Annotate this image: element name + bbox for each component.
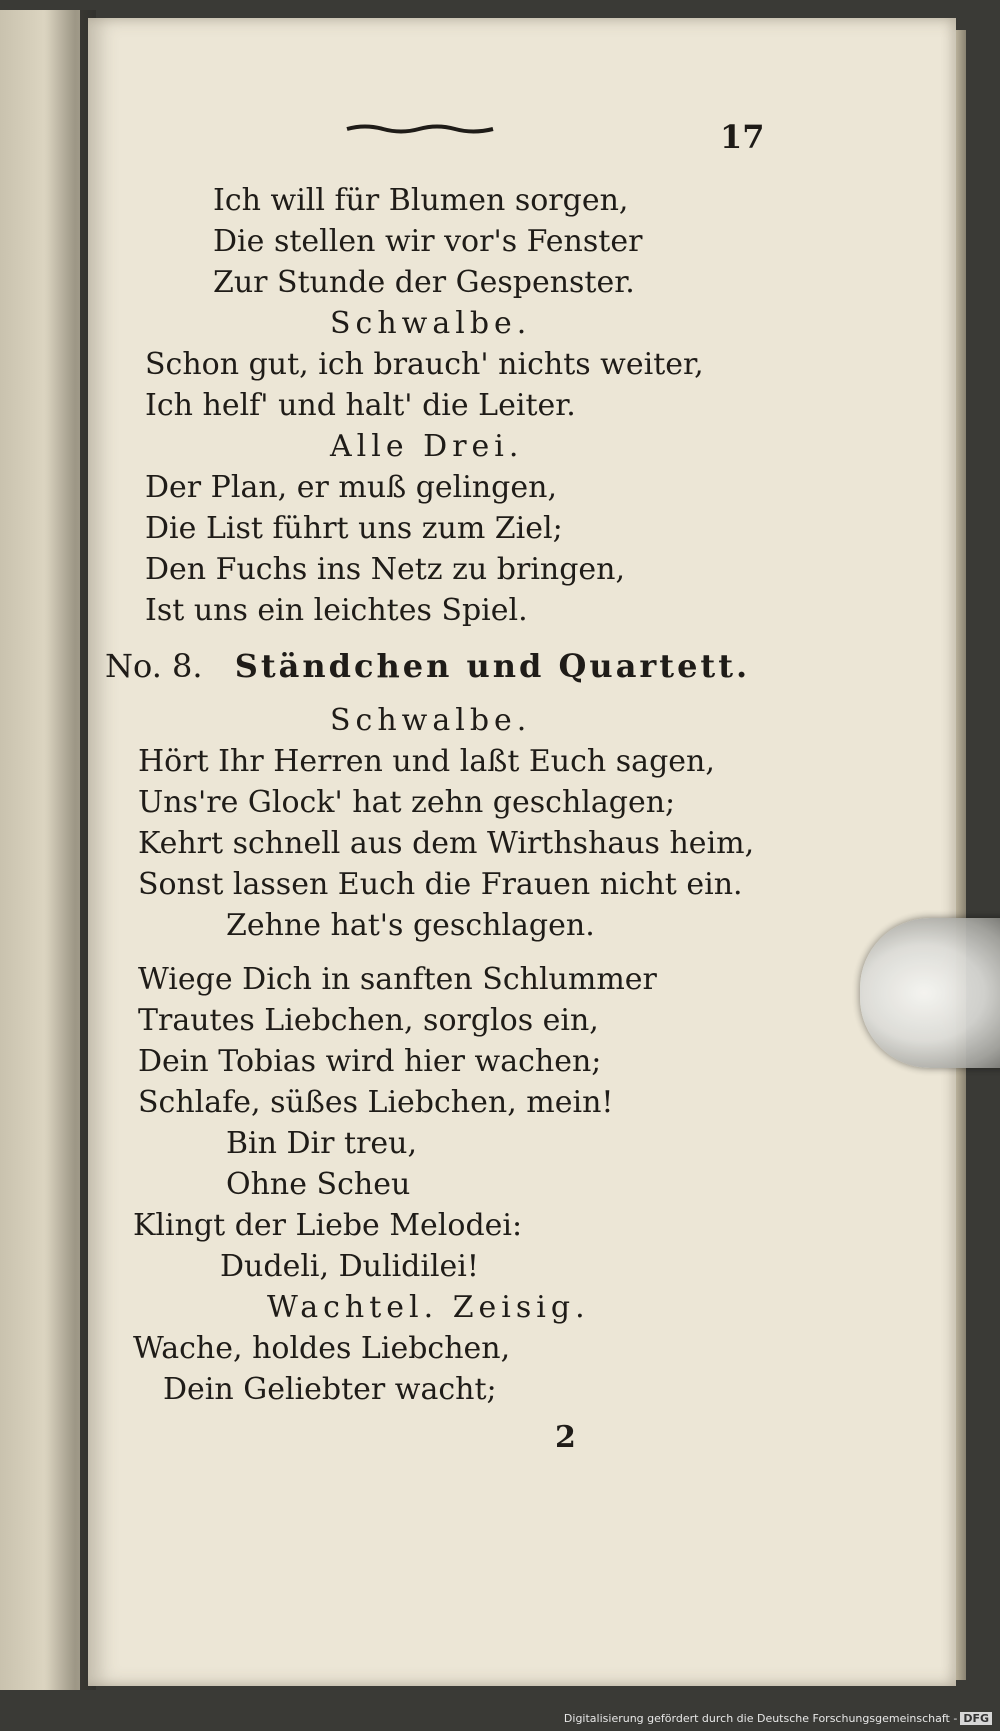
verse-line: Dudeli, Dulidilei! [220,1249,479,1284]
ornament-rule [345,122,495,136]
verse-line: Trautes Liebchen, sorglos ein, [138,1003,599,1038]
verse-line: Dein Tobias wird hier wachen; [138,1044,602,1079]
verse-line: Hört Ihr Herren und laßt Euch sagen, [138,744,715,779]
verse-line: Sonst lassen Euch die Frauen nicht ein. [138,867,743,902]
footer-text: Digitalisierung gefördert durch die Deutsche Forschungsgemeinschaft - [563,1712,958,1725]
page-edge [956,30,966,1680]
verse-line: Ich will für Blumen sorgen, [213,183,629,218]
dfg-badge: DFG [960,1712,992,1725]
verse-line: Zur Stunde der Gespenster. [213,265,635,300]
verse-line: Die List führt uns zum Ziel; [145,511,563,546]
verse-line: Wache, holdes Liebchen, [133,1331,511,1366]
verse-line: Uns're Glock' hat zehn geschlagen; [138,785,676,820]
verse-line: Ist uns ein leichtes Spiel. [145,593,528,628]
signature-mark: 2 [555,1420,576,1455]
section-title: Ständchen und Quartett. [234,647,751,685]
verse-line: Ohne Scheu [226,1167,411,1202]
verse-line: Schlafe, süßes Liebchen, mein! [138,1085,614,1120]
verse-line: Schon gut, ich brauch' nichts weiter, [145,347,704,382]
verse-line: Klingt der Liebe Melodei: [133,1208,523,1243]
verse-line: Der Plan, er muß gelingen, [145,470,558,505]
speaker-label: Alle Drei. [330,429,524,464]
verse-line: Dein Geliebter wacht; [163,1372,497,1407]
verse-line: Den Fuchs ins Netz zu bringen, [145,552,626,587]
verse-line: Bin Dir treu, [226,1126,418,1161]
digitization-footer [564,1712,992,1725]
verse-line: Kehrt schnell aus dem Wirthshaus heim, [138,826,755,861]
verse-line: Ich helf' und halt' die Leiter. [145,388,576,423]
speaker-label: Wachtel. Zeisig. [267,1290,590,1325]
verse-line: Wiege Dich in sanften Schlummer [138,962,657,997]
section-heading [105,648,750,684]
page-clip [860,918,1000,1068]
speaker-label: Schwalbe. [330,306,532,341]
verse-line: Zehne hat's geschlagen. [226,908,595,943]
speaker-label: Schwalbe. [330,703,532,738]
verse-line: Die stellen wir vor's Fenster [213,224,643,259]
section-number: No. 8. [105,647,203,685]
page-number: 17 [720,118,765,156]
